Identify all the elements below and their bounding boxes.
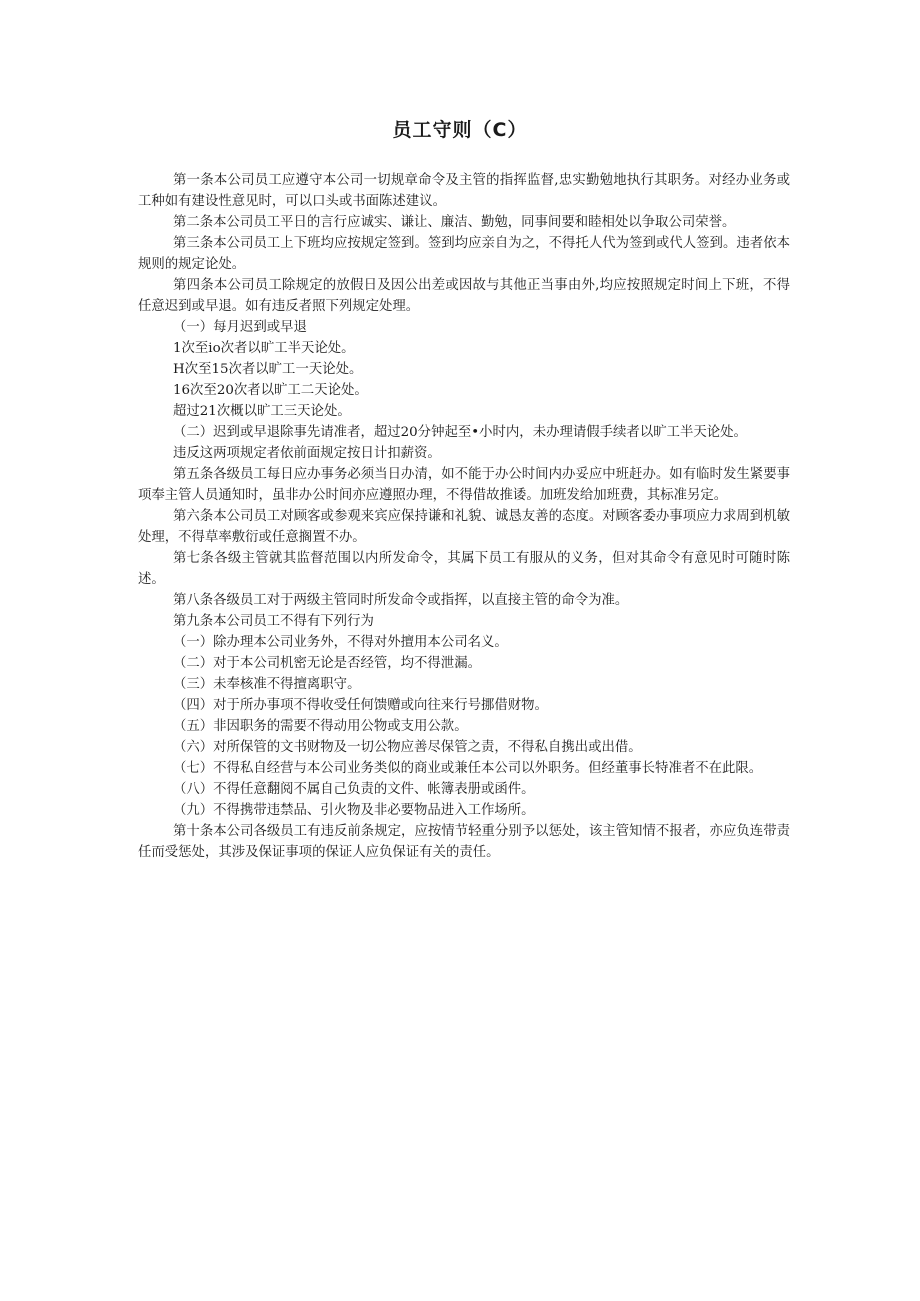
paragraph-item: 1次至io次者以旷工半天论处。	[173, 341, 355, 356]
paragraph-article-7: 第七条各级主管就其监督范围以内所发命令，其属下员工有服从的义务，但对其命令有意见时可随时陈述。	[138, 551, 790, 587]
paragraph-item: 超过21次概以旷工三天论处。	[173, 404, 351, 419]
paragraph-article-6: 第六条本公司员工对顾客或参观来宾应保持谦和礼貌、诚恳友善的态度。对顾客委办事项应力求周到机敏处理，不得草率敷衍或任意搁置不办。	[138, 509, 790, 545]
paragraph-item: （七）不得私自经营与本公司业务类似的商业或兼任本公司以外职务。但经董事长特准者不在此限。	[173, 761, 763, 776]
document-body	[138, 170, 790, 863]
paragraph-article-5: 第五条各级员工每日应办事务必须当日办清，如不能于办公时间内办妥应中班赶办。如有临时发生紧要事项奉主管人员通知时，虽非办公时间亦应遵照办理，不得借故推诿。加班发给加班费，其标准另定。	[138, 467, 790, 503]
paragraph-item: H次至15次者以旷工一天论处。	[173, 362, 363, 377]
paragraph-item: 违反这两项规定者依前面规定按日计扣薪资。	[173, 446, 441, 461]
paragraph-item: （一）除办理本公司业务外，不得对外擅用本公司名义。	[173, 635, 508, 650]
paragraph-item: （八）不得任意翻阅不属自己负责的文件、帐簿表册或函件。	[173, 782, 535, 797]
paragraph-item: （二）对于本公司机密无论是否经管，均不得泄漏。	[173, 656, 481, 671]
paragraph-item: （一）每月迟到或早退	[173, 320, 307, 335]
paragraph-item: （九）不得携带违禁品、引火物及非必要物品进入工作场所。	[173, 803, 535, 818]
paragraph-item: （三）未奉核准不得擅离职守。	[173, 677, 361, 692]
paragraph-item: （二）迟到或早退除事先请准者，超过20分钟起至•小时内，未办理请假手续者以旷工半天论处。	[173, 425, 747, 440]
paragraph-item: （五）非因职务的需要不得动用公物或支用公款。	[173, 719, 468, 734]
document-title: 员工守则（C）	[392, 119, 528, 141]
paragraph-item: （六）对所保管的文书财物及一切公物应善尽保管之责，不得私自携出或出借。	[173, 740, 642, 755]
paragraph-article-3: 第三条本公司员工上下班均应按规定签到。签到均应亲自为之，不得托人代为签到或代人签到。违者依本规则的规定论处。	[138, 236, 790, 272]
paragraph-article-10: 第十条本公司各级员工有违反前条规定，应按情节轻重分别予以惩处，该主管知情不报者，亦应负连带责任而受惩处，其涉及保证事项的保证人应负保证有关的责任。	[138, 824, 790, 860]
paragraph-article-2: 第二条本公司员工平日的言行应诚实、谦让、廉洁、勤勉，同事间要和睦相处以争取公司荣誉。	[173, 215, 736, 230]
paragraph-article-1: 第一条本公司员工应遵守本公司一切规章命令及主管的指挥监督,忠实勤勉地执行其职务。对经办业务或工种如有建设性意见时，可以口头或书面陈述建议。	[138, 173, 790, 209]
paragraph-article-9: 第九条本公司员工不得有下列行为	[173, 614, 374, 629]
paragraph-article-8: 第八条各级员工对于两级主管同时所发命令或指挥，以直接主管的命令为准。	[173, 593, 629, 608]
paragraph-item: 16次至20次者以旷工二天论处。	[173, 383, 368, 398]
paragraph-article-4: 第四条本公司员工除规定的放假日及因公出差或因故与其他正当事由外,均应按照规定时间上下班，不得任意迟到或早退。如有违反者照下列规定处理。	[138, 278, 790, 314]
paragraph-item: （四）对于所办事项不得收受任何馈赠或向往来行号挪借财物。	[173, 698, 548, 713]
